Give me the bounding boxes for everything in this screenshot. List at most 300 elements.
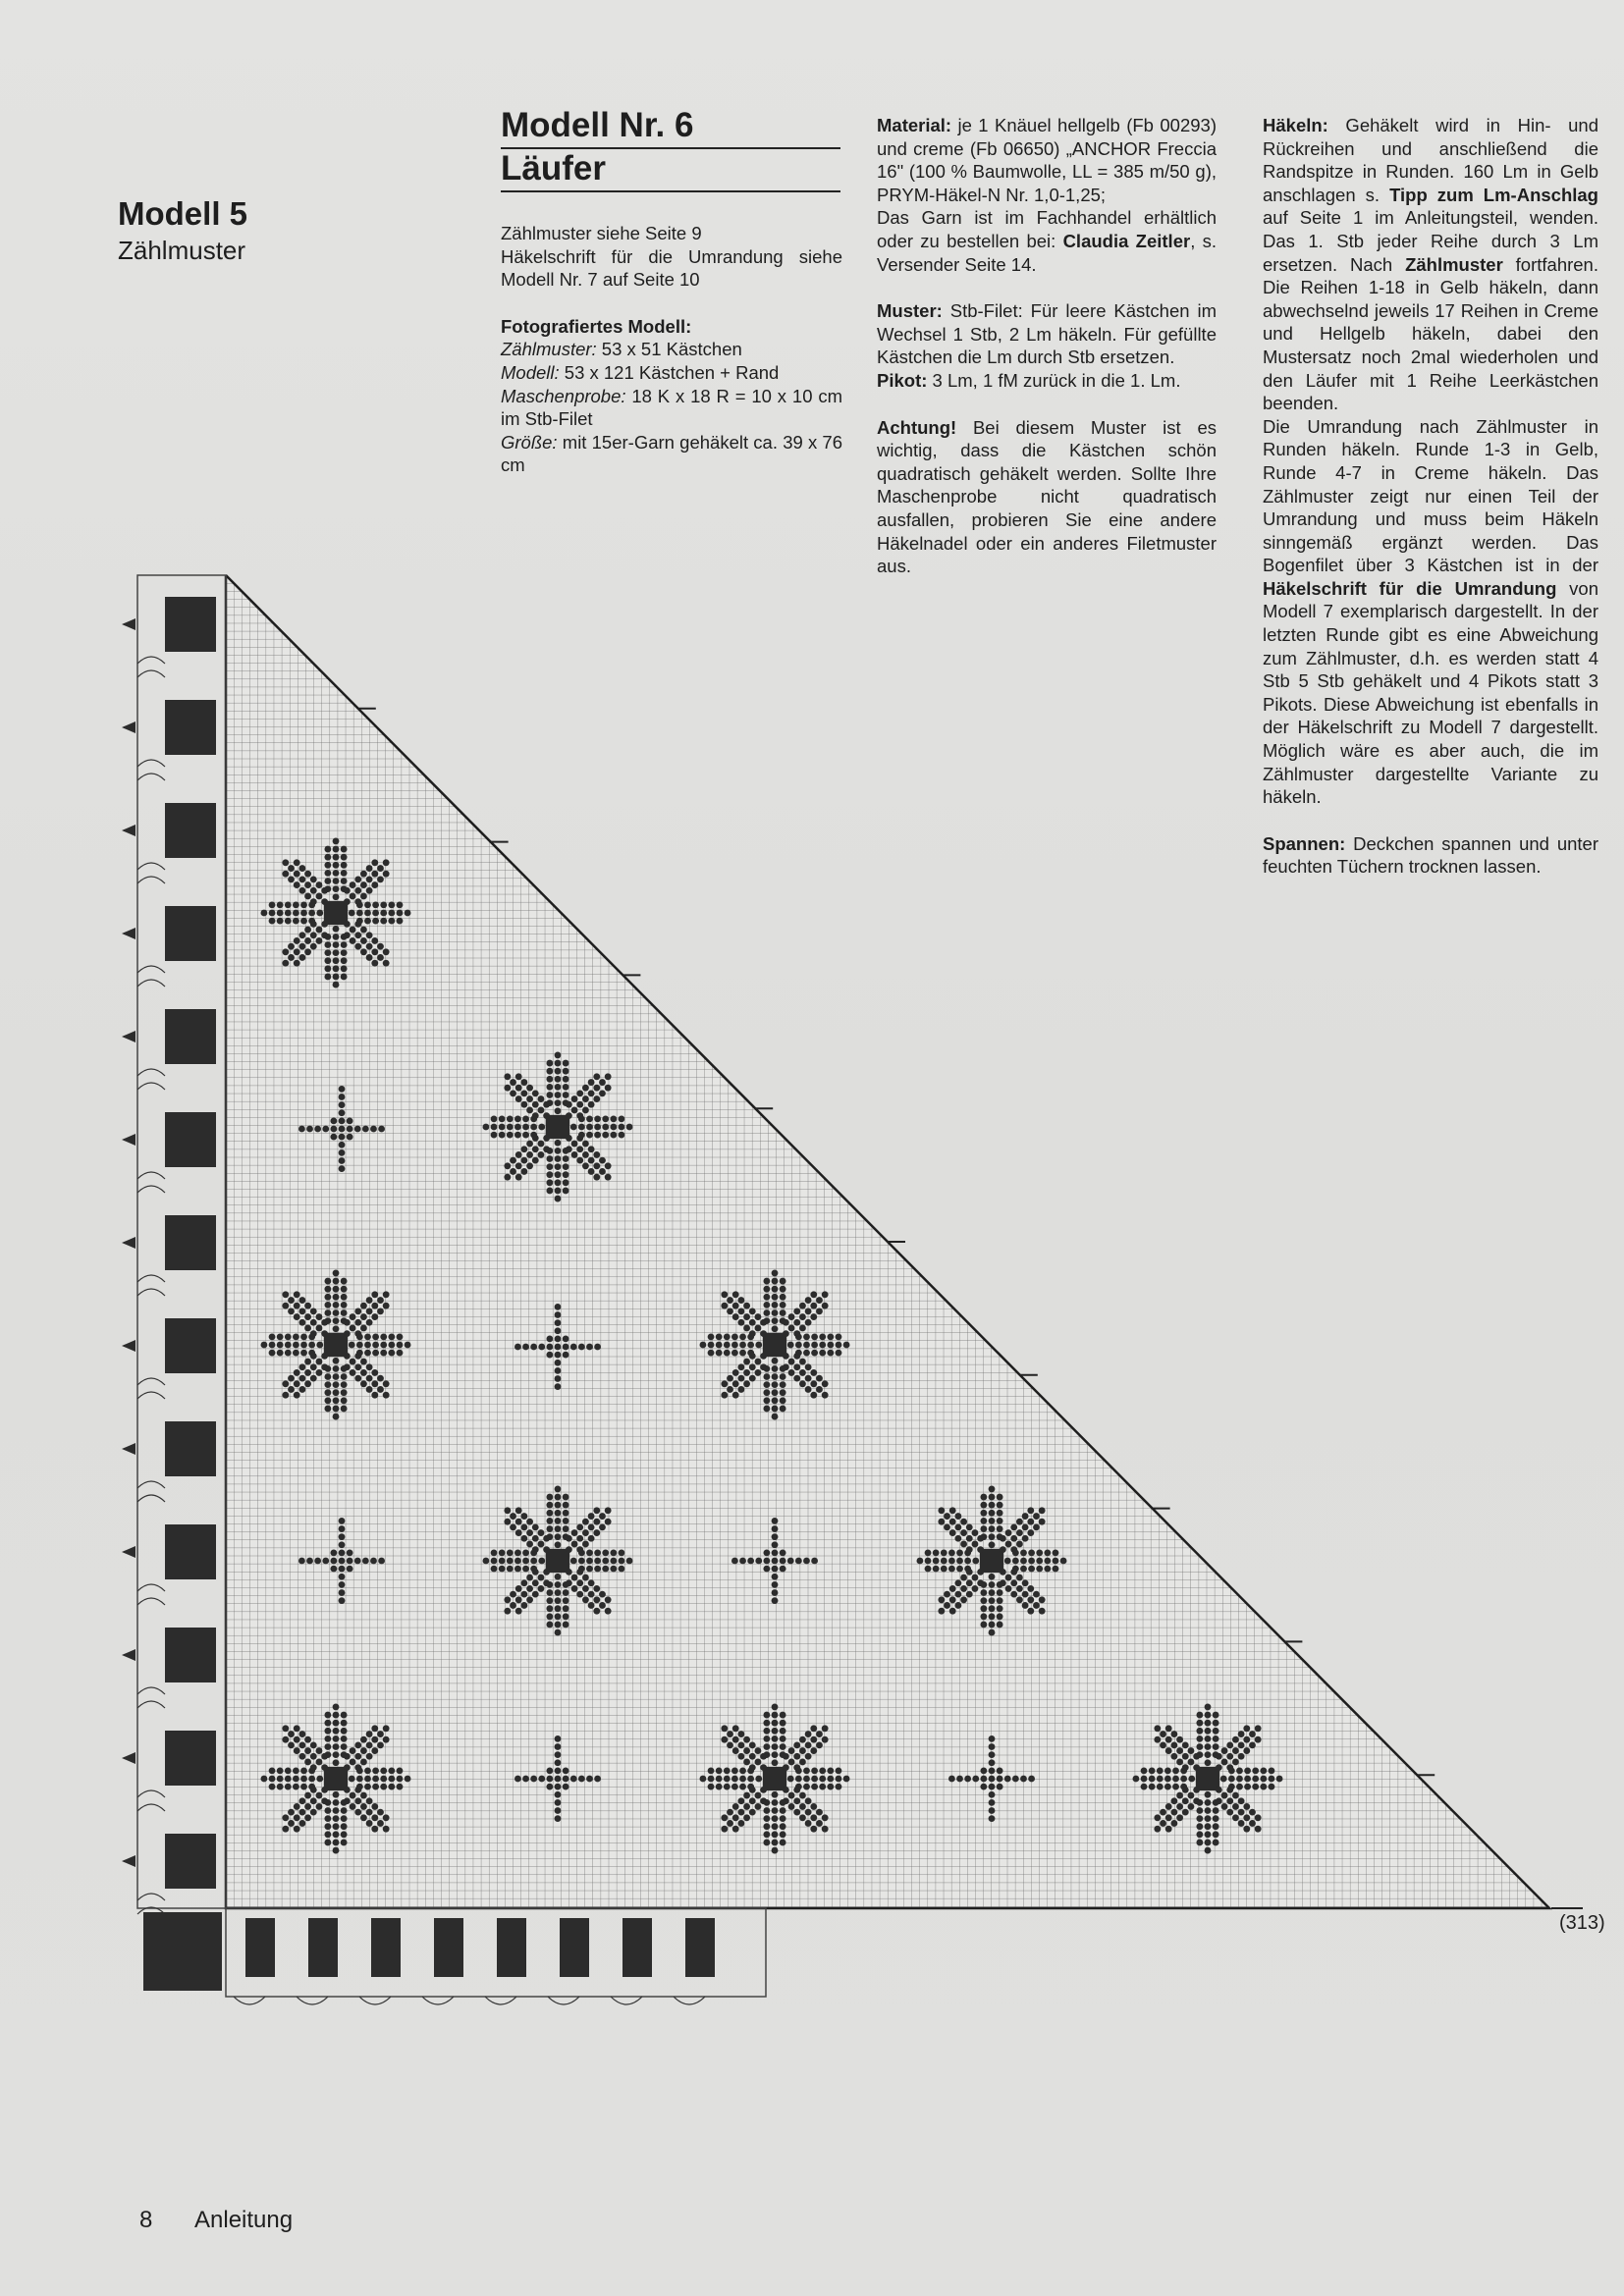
star-dot — [510, 1523, 516, 1530]
star-dot — [324, 854, 331, 861]
star-dot — [749, 1330, 756, 1337]
star-dot — [366, 865, 373, 872]
star-dot — [941, 1566, 947, 1573]
star-dot — [1005, 1529, 1012, 1536]
star-dot — [810, 1803, 817, 1810]
diamond-dot — [772, 1574, 779, 1580]
star-dot — [739, 1333, 746, 1340]
star-dot — [780, 1406, 786, 1413]
star-dot — [803, 1333, 810, 1340]
star-dot — [1022, 1513, 1029, 1520]
star-dot — [980, 1510, 987, 1517]
star-dot — [1170, 1741, 1177, 1748]
star-dot — [980, 1525, 987, 1532]
star-dot — [341, 1389, 348, 1396]
star-dot — [783, 1319, 789, 1326]
star-dot — [619, 1558, 625, 1565]
star-dot — [749, 1764, 756, 1771]
star-dot — [755, 1369, 762, 1376]
star-dot — [514, 1566, 521, 1573]
star-dot — [727, 1297, 733, 1304]
star-dot — [333, 870, 340, 877]
star-dot — [716, 1333, 723, 1340]
star-dot — [310, 1809, 317, 1816]
star-dot — [341, 1728, 348, 1735]
star-dot — [571, 1095, 578, 1102]
star-dot — [555, 1068, 562, 1075]
star-dot — [827, 1784, 834, 1790]
star-dot — [989, 1486, 996, 1493]
star-dot — [546, 1092, 553, 1098]
star-dot — [316, 881, 323, 888]
star-dot — [324, 1302, 331, 1308]
star-dot — [1157, 1784, 1164, 1790]
diamond-dot — [339, 1533, 346, 1540]
star-dot — [515, 1073, 522, 1080]
star-dot — [571, 1529, 578, 1536]
star-dot — [755, 1747, 762, 1754]
star-dot — [822, 1291, 829, 1298]
star-dot — [949, 1596, 956, 1603]
star-dot — [261, 1342, 268, 1349]
star-dot — [383, 1814, 390, 1821]
star-dot — [333, 1373, 340, 1380]
diamond-dot — [731, 1558, 738, 1565]
star-dot — [941, 1549, 947, 1556]
star-dot — [1269, 1776, 1275, 1783]
star-dot — [716, 1776, 723, 1783]
diamond-dot — [522, 1344, 529, 1351]
star-dot — [360, 927, 367, 934]
star-dot — [333, 965, 340, 972]
star-dot — [546, 1068, 553, 1075]
star-dot — [555, 1084, 562, 1091]
star-dot — [364, 910, 371, 917]
star-dot — [380, 918, 387, 925]
star-dot — [269, 1776, 276, 1783]
star-dot — [310, 1363, 317, 1370]
star-dot — [1164, 1784, 1171, 1790]
star-dot — [1226, 1741, 1233, 1748]
star-dot — [1053, 1549, 1059, 1556]
star-dot — [966, 1523, 973, 1530]
star-dot — [972, 1575, 979, 1581]
star-dot — [1238, 1731, 1245, 1737]
star-dot — [294, 1725, 300, 1732]
star-dot — [1213, 1728, 1219, 1735]
star-dot — [371, 1803, 378, 1810]
star-dot — [811, 1333, 818, 1340]
star-dot — [1154, 1725, 1161, 1732]
star-dot — [760, 1353, 767, 1360]
star-dot — [605, 1507, 612, 1514]
star-dot — [827, 1333, 834, 1340]
diamond-dot — [339, 1101, 346, 1108]
star-dot — [514, 1124, 521, 1131]
star-dot — [1255, 1736, 1262, 1743]
star-dot — [944, 1591, 950, 1598]
star-dot — [261, 910, 268, 917]
diamond-dot — [555, 1807, 562, 1814]
star-dot — [377, 954, 384, 961]
star-dot — [805, 1809, 812, 1816]
star-dot — [269, 1342, 276, 1349]
star-dot — [350, 937, 356, 944]
star-dot — [956, 1549, 963, 1556]
star-dot — [304, 1359, 311, 1365]
star-dot — [372, 918, 379, 925]
star-dot — [321, 1330, 328, 1337]
star-dot — [538, 1558, 545, 1565]
star-dot — [1252, 1784, 1259, 1790]
star-dot — [732, 1803, 739, 1810]
star-dot — [1044, 1566, 1051, 1573]
star-dot — [803, 1776, 810, 1783]
diamond-dot — [555, 1335, 562, 1342]
diamond-dot — [339, 1541, 346, 1548]
diamond-dot — [989, 1815, 996, 1822]
star-dot — [763, 1309, 770, 1316]
star-dot — [563, 1171, 569, 1178]
star-dot — [1176, 1803, 1183, 1810]
star-dot — [341, 862, 348, 869]
diamond-dot — [555, 1344, 562, 1351]
star-dot — [546, 1171, 553, 1178]
star-dot — [1196, 1807, 1203, 1814]
star-dot — [298, 1741, 305, 1748]
star-dot — [763, 1720, 770, 1727]
star-dot — [593, 1174, 600, 1181]
border-block — [308, 1918, 338, 1977]
star-dot — [783, 1363, 789, 1370]
star-center — [546, 1115, 569, 1139]
star-dot — [310, 1797, 317, 1804]
star-dot — [555, 1148, 562, 1154]
star-dot — [507, 1132, 514, 1139]
star-dot — [599, 1157, 606, 1164]
star-dot — [324, 862, 331, 869]
star-dot — [372, 1333, 379, 1340]
star-dot — [571, 1151, 578, 1158]
star-dot — [1193, 1797, 1200, 1804]
star-dot — [321, 1787, 328, 1793]
star-dot — [721, 1303, 728, 1309]
star-dot — [619, 1124, 625, 1131]
star-dot — [555, 1163, 562, 1170]
star-dot — [344, 1330, 351, 1337]
star-dot — [366, 954, 373, 961]
star-dot — [499, 1132, 506, 1139]
star-dot — [966, 1535, 973, 1542]
star-dot — [310, 1787, 317, 1793]
star-dot — [1196, 1823, 1203, 1830]
star-dot — [731, 1342, 738, 1349]
star-dot — [1252, 1767, 1259, 1774]
star-dot — [321, 1319, 328, 1326]
star-dot — [1205, 1720, 1212, 1727]
star-dot — [949, 1585, 956, 1592]
star-dot — [349, 1776, 355, 1783]
star-dot — [1188, 1803, 1195, 1810]
star-dot — [538, 1141, 545, 1148]
star-dot — [324, 1823, 331, 1830]
star-dot — [732, 1826, 739, 1833]
star-dot — [532, 1157, 539, 1164]
star-dot — [819, 1767, 826, 1774]
star-dot — [763, 1286, 770, 1293]
star-dot — [602, 1558, 609, 1565]
star-dot — [324, 1397, 331, 1404]
star-dot — [563, 1622, 569, 1629]
star-dot — [948, 1566, 955, 1573]
diamond-dot — [347, 1126, 353, 1133]
star-dot — [780, 1294, 786, 1301]
star-dot — [570, 1558, 577, 1565]
star-dot — [783, 1787, 789, 1793]
star-dot — [333, 1847, 340, 1854]
diamond-dot — [772, 1558, 779, 1565]
border-arc — [137, 1069, 165, 1090]
star-dot — [1205, 1807, 1212, 1814]
star-dot — [760, 1787, 767, 1793]
foto-heading: Fotografiertes Modell: — [501, 315, 692, 337]
star-dot — [1022, 1579, 1029, 1586]
star-dot — [989, 1541, 996, 1548]
star-dot — [732, 1380, 739, 1387]
star-dot — [563, 1494, 569, 1501]
star-dot — [949, 1519, 956, 1525]
star-dot — [763, 1807, 770, 1814]
star-dot — [799, 1803, 806, 1810]
star-dot — [1216, 1797, 1222, 1804]
star-dot — [371, 960, 378, 967]
border-arrow — [122, 1340, 135, 1352]
star-dot — [514, 1132, 521, 1139]
star-dot — [383, 859, 390, 866]
star-dot — [333, 1397, 340, 1404]
border-block — [165, 906, 216, 961]
border-arc — [137, 1172, 165, 1193]
border-arc — [137, 1275, 165, 1296]
modell6-title: Modell Nr. 6 — [501, 106, 840, 149]
star-dot — [371, 871, 378, 878]
star-dot — [1170, 1809, 1177, 1816]
star-dot — [737, 1363, 744, 1370]
star-dot — [799, 1303, 806, 1309]
star-dot — [1020, 1566, 1027, 1573]
star-dot — [341, 965, 348, 972]
diamond-dot — [330, 1566, 337, 1573]
star-dot — [1221, 1747, 1228, 1754]
star-dot — [310, 1764, 317, 1771]
star-dot — [724, 1767, 731, 1774]
star-dot — [780, 1807, 786, 1814]
diamond-dot — [555, 1815, 562, 1822]
border-arc — [137, 863, 165, 883]
diamond-dot — [555, 1751, 562, 1758]
diamond-dot — [555, 1327, 562, 1334]
star-dot — [1232, 1792, 1239, 1799]
star-dot — [282, 1291, 289, 1298]
star-dot — [727, 1809, 733, 1816]
star-dot — [344, 1353, 351, 1360]
star-dot — [576, 1101, 583, 1108]
star-dot — [793, 1319, 800, 1326]
star-dot — [360, 1325, 367, 1332]
star-dot — [780, 1823, 786, 1830]
diamond-dot — [989, 1799, 996, 1806]
star-dot — [1182, 1797, 1189, 1804]
star-dot — [760, 1330, 767, 1337]
star-dot — [582, 1529, 589, 1536]
star-dot — [805, 1797, 812, 1804]
diamond-dot — [772, 1597, 779, 1604]
star-dot — [1060, 1558, 1067, 1565]
diamond-dot — [555, 1743, 562, 1750]
star-dot — [989, 1622, 996, 1629]
star-dot — [960, 1519, 967, 1525]
star-dot — [364, 1333, 371, 1340]
star-dot — [997, 1605, 1003, 1612]
star-dot — [316, 1369, 323, 1376]
diamond-dot — [555, 1383, 562, 1390]
star-dot — [763, 1831, 770, 1838]
star-dot — [520, 1090, 527, 1096]
star-dot — [571, 1575, 578, 1581]
star-dot — [388, 1350, 395, 1357]
star-dot — [1010, 1591, 1017, 1598]
star-dot — [843, 1342, 850, 1349]
star-dot — [1193, 1787, 1200, 1793]
star-dot — [721, 1725, 728, 1732]
star-dot — [1033, 1591, 1040, 1598]
star-dot — [499, 1566, 506, 1573]
border-arrow — [122, 1134, 135, 1146]
star-dot — [749, 1308, 756, 1314]
diamond-dot — [339, 1597, 346, 1604]
star-dot — [1157, 1767, 1164, 1774]
star-dot — [321, 1753, 328, 1760]
star-dot — [538, 1529, 545, 1536]
star-dot — [350, 893, 356, 900]
star-dot — [772, 1286, 779, 1293]
star-dot — [333, 1389, 340, 1396]
star-dot — [360, 1803, 367, 1810]
star-dot — [563, 1605, 569, 1612]
star-dot — [515, 1095, 522, 1102]
star-dot — [763, 1735, 770, 1742]
corner-block — [143, 1912, 222, 1991]
diamond-dot — [330, 1549, 337, 1556]
star-dot — [980, 1589, 987, 1596]
star-dot — [1260, 1784, 1267, 1790]
star-dot — [360, 948, 367, 955]
border-arc — [137, 1894, 165, 1914]
star-dot — [380, 1776, 387, 1783]
star-dot — [586, 1566, 593, 1573]
star-dot — [1228, 1776, 1235, 1783]
star-dot — [743, 1313, 750, 1320]
star-dot — [783, 1753, 789, 1760]
star-dot — [310, 1375, 317, 1382]
star-dot — [341, 1302, 348, 1308]
star-dot — [310, 932, 317, 938]
star-dot — [504, 1085, 511, 1092]
star-dot — [397, 1776, 404, 1783]
star-dot — [1196, 1735, 1203, 1742]
star-dot — [341, 1823, 348, 1830]
star-dot — [341, 974, 348, 981]
star-dot — [948, 1558, 955, 1565]
star-dot — [324, 949, 331, 956]
star-dot — [277, 901, 284, 908]
star-dot — [1226, 1809, 1233, 1816]
star-dot — [1220, 1776, 1227, 1783]
star-dot — [1226, 1797, 1233, 1804]
star-dot — [1039, 1608, 1046, 1615]
diamond-dot — [330, 1117, 337, 1124]
star-dot — [772, 1840, 779, 1846]
star-dot — [805, 1753, 812, 1760]
star-dot — [1232, 1736, 1239, 1743]
diamond-dot — [339, 1589, 346, 1596]
border-block — [165, 803, 216, 858]
star-dot — [972, 1558, 979, 1565]
star-dot — [350, 1325, 356, 1332]
star-dot — [588, 1157, 595, 1164]
star-dot — [532, 1112, 539, 1119]
star-dot — [269, 1767, 276, 1774]
star-dot — [288, 1375, 295, 1382]
achtung-text: Achtung! Bei diesem Muster ist es wichtig, dass die Kästchen schön quadratisch gehäkelt werden. Sollte Ihre Maschenprobe nicht quadratisch ausfallen, probieren Sie eine andere Häkelnadel oder ein anderes Filetmuster aus. — [877, 416, 1217, 577]
star-dot — [755, 1776, 762, 1783]
star-dot — [333, 1791, 340, 1798]
star-dot — [341, 1815, 348, 1822]
star-dot — [1236, 1767, 1243, 1774]
star-dot — [1022, 1591, 1029, 1598]
star-dot — [619, 1132, 625, 1139]
star-dot — [504, 1162, 511, 1169]
star-dot — [582, 1585, 589, 1592]
star-dot — [803, 1342, 810, 1349]
star-dot — [1205, 1759, 1212, 1766]
star-dot — [354, 1363, 361, 1370]
star-dot — [755, 1325, 762, 1332]
star-dot — [555, 1518, 562, 1524]
diamond-dot — [594, 1776, 601, 1783]
star-dot — [288, 876, 295, 882]
star-dot — [836, 1350, 842, 1357]
star-dot — [772, 1278, 779, 1285]
star-dot — [805, 1731, 812, 1737]
diamond-dot — [980, 1784, 987, 1790]
star-dot — [997, 1510, 1003, 1517]
star-dot — [626, 1558, 633, 1565]
star-dot — [1016, 1596, 1023, 1603]
star-dot — [1213, 1743, 1219, 1750]
star-dot — [594, 1549, 601, 1556]
star-dot — [341, 1397, 348, 1404]
star-dot — [787, 1776, 794, 1783]
diamond-dot — [1020, 1776, 1027, 1783]
star-dot — [532, 1579, 539, 1586]
star-dot — [1255, 1725, 1262, 1732]
star-dot — [588, 1513, 595, 1520]
diamond-dot — [772, 1533, 779, 1540]
diamond-dot — [370, 1126, 377, 1133]
star-dot — [293, 1342, 299, 1349]
star-dot — [491, 1566, 498, 1573]
